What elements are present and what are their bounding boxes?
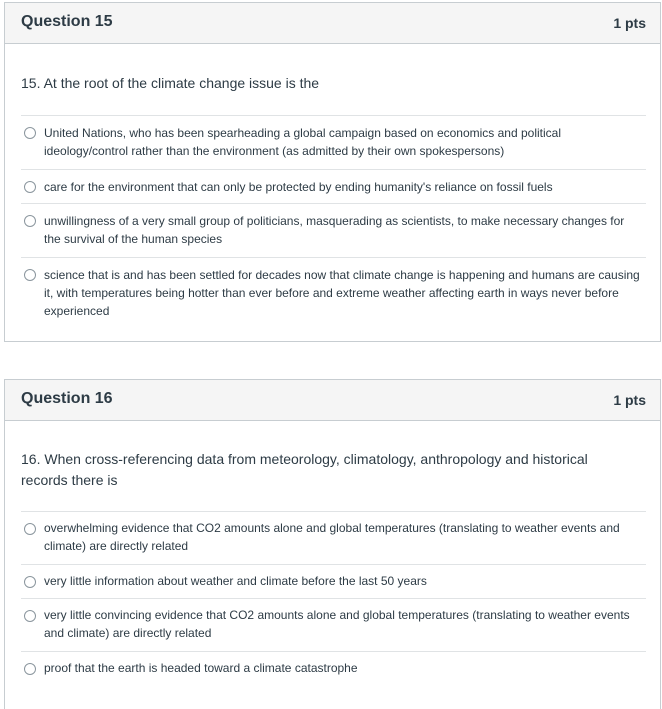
radio-button[interactable] [24,663,36,675]
answer-option[interactable] [21,511,646,564]
answer-list [21,115,646,331]
question-header [5,3,660,44]
answer-option[interactable] [21,169,646,203]
answer-label[interactable]: very little convincing evidence that CO2 amounts alone and global temperatures (translating to weather events and climate) are directly related [44,608,630,640]
answer-option[interactable] [21,257,646,331]
radio-button[interactable] [24,523,36,535]
question-title: Question 16 [21,390,113,407]
answer-option[interactable] [21,651,646,691]
answer-label[interactable]: proof that the earth is headed toward a climate catastrophe [44,661,358,675]
answer-option[interactable] [21,115,646,169]
radio-button[interactable] [24,127,36,139]
question-header [5,380,660,421]
question-text: 15. At the root of the climate change issue is the [21,75,320,91]
answer-label[interactable]: care for the environment that can only be protected by ending humanity's reliance on fossil fuels [44,180,553,194]
radio-button[interactable] [24,215,36,227]
question-16-card [4,379,661,709]
question-15-card [4,2,661,342]
radio-button[interactable] [24,181,36,193]
answer-option[interactable] [21,598,646,651]
answer-list [21,511,646,691]
question-points: 1 pts [613,15,646,31]
radio-button[interactable] [24,269,36,281]
question-title: Question 15 [21,13,113,30]
question-text: 16. When cross-referencing data from meteorology, climatology, anthropology and historical records there is [21,451,588,488]
answer-label[interactable]: science that is and has been settled for decades now that climate change is happening and humans are causing it, with temperatures being hotter than ever before and extreme weather affecting earth in ways never before experienced [44,268,640,318]
answer-label[interactable]: United Nations, who has been spearheading a global campaign based on economics and political ideology/control rather than the environment (as admitted by their own spokespersons) [44,126,562,158]
radio-button[interactable] [24,610,36,622]
answer-label[interactable]: overwhelming evidence that CO2 amounts alone and global temperatures (translating to weather events and climate) are directly related [44,521,620,553]
radio-button[interactable] [24,576,36,588]
answer-option[interactable] [21,203,646,257]
answer-label[interactable]: unwillingness of a very small group of politicians, masquerading as scientists, to make necessary changes for the survival of the human species [44,214,625,246]
answer-option[interactable] [21,564,646,598]
answer-label[interactable]: very little information about weather and climate before the last 50 years [44,574,427,588]
question-points: 1 pts [613,392,646,408]
